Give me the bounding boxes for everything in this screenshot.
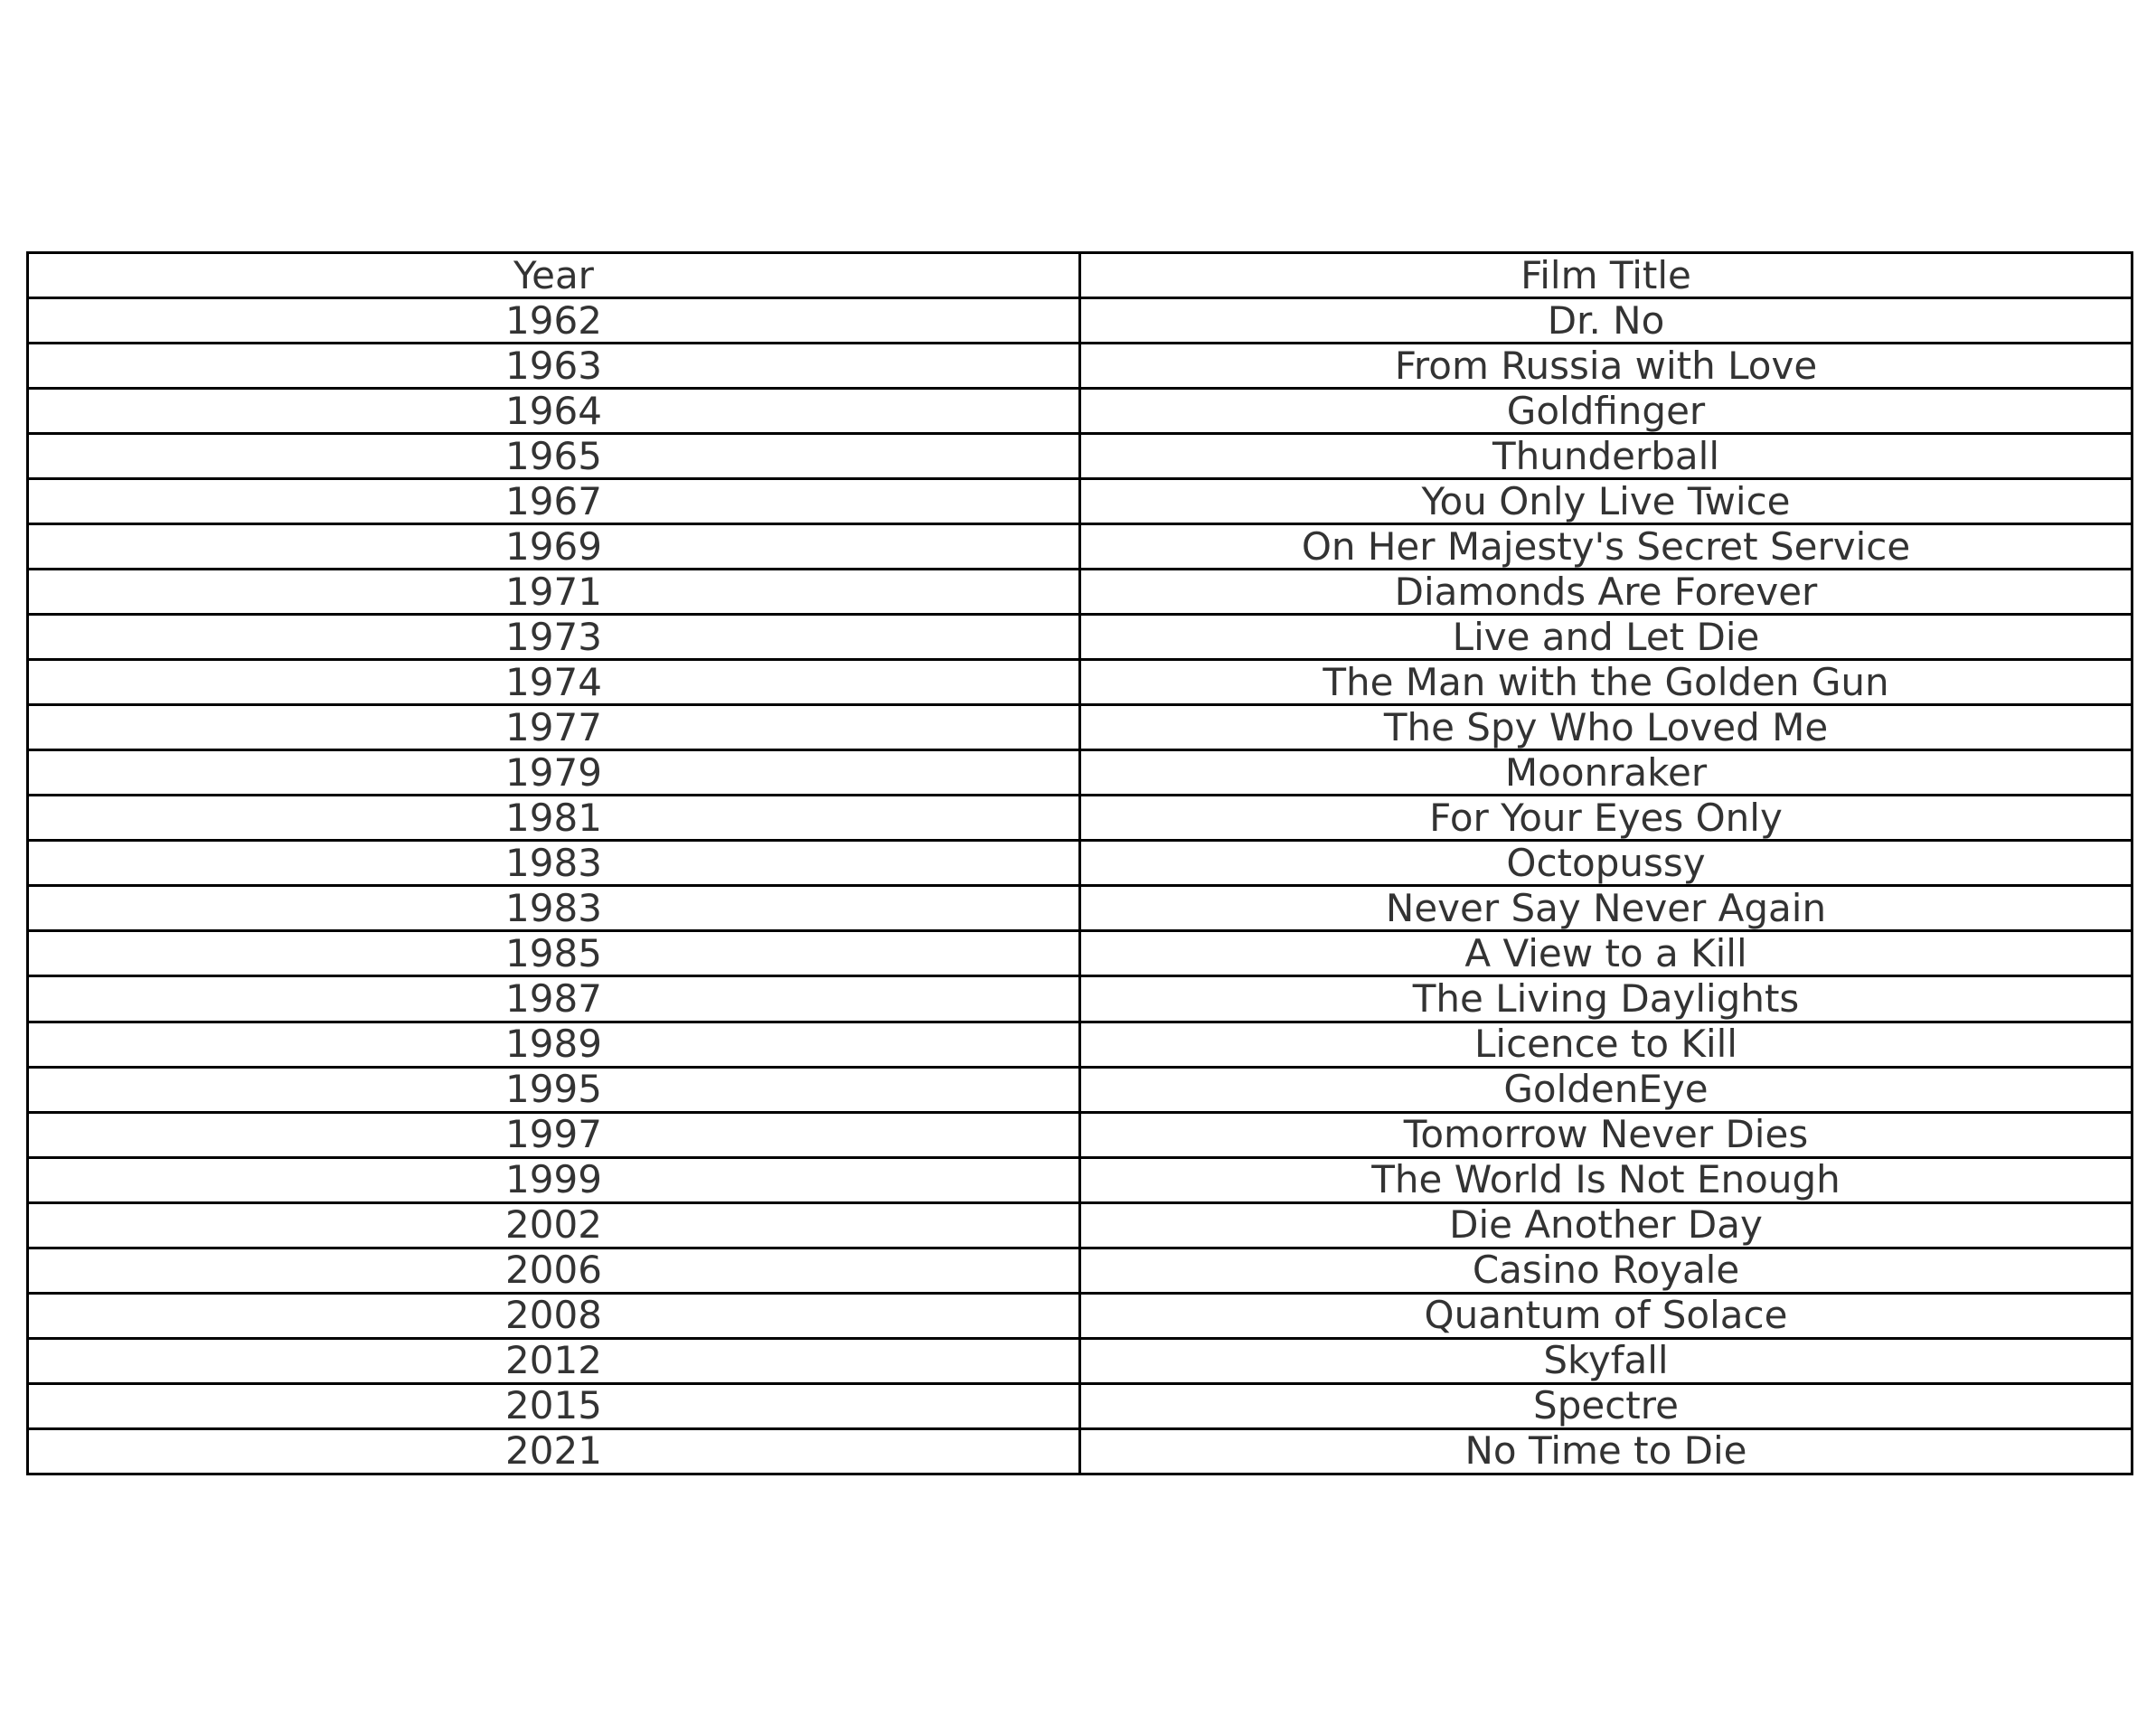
table-row bbox=[28, 705, 2132, 750]
year-cell: 1987 bbox=[28, 976, 1080, 1022]
table-row bbox=[28, 660, 2132, 705]
film-title-cell: Moonraker bbox=[1080, 750, 2132, 796]
table-header bbox=[28, 253, 2132, 298]
year-cell: 2002 bbox=[28, 1202, 1080, 1248]
film-title-cell: On Her Majesty's Secret Service bbox=[1080, 524, 2132, 570]
film-title-cell: Licence to Kill bbox=[1080, 1022, 2132, 1067]
year-cell: 1977 bbox=[28, 705, 1080, 750]
table-row bbox=[28, 298, 2132, 344]
table-row bbox=[28, 841, 2132, 886]
table-row bbox=[28, 1383, 2132, 1428]
table-row bbox=[28, 796, 2132, 841]
film-title-cell: A View to a Kill bbox=[1080, 931, 2132, 976]
table-row bbox=[28, 886, 2132, 931]
table-row bbox=[28, 1112, 2132, 1157]
table-row bbox=[28, 1248, 2132, 1293]
film-title-cell: The Man with the Golden Gun bbox=[1080, 660, 2132, 705]
year-cell: 1962 bbox=[28, 298, 1080, 344]
film-title-cell: The Spy Who Loved Me bbox=[1080, 705, 2132, 750]
table-row bbox=[28, 976, 2132, 1022]
table-body bbox=[28, 298, 2132, 1474]
year-cell: 1964 bbox=[28, 389, 1080, 434]
table-row bbox=[28, 434, 2132, 479]
table-row bbox=[28, 1157, 2132, 1202]
year-cell: 1974 bbox=[28, 660, 1080, 705]
film-title-cell: Tomorrow Never Dies bbox=[1080, 1112, 2132, 1157]
table-row bbox=[28, 1022, 2132, 1067]
film-title-cell: GoldenEye bbox=[1080, 1067, 2132, 1112]
film-table-container bbox=[26, 251, 2133, 1475]
film-title-cell: Dr. No bbox=[1080, 298, 2132, 344]
film-title-cell: Thunderball bbox=[1080, 434, 2132, 479]
film-title-cell: No Time to Die bbox=[1080, 1428, 2132, 1474]
year-cell: 1983 bbox=[28, 886, 1080, 931]
year-cell: 2008 bbox=[28, 1293, 1080, 1338]
year-cell: 2021 bbox=[28, 1428, 1080, 1474]
film-title-cell: You Only Live Twice bbox=[1080, 479, 2132, 524]
year-cell: 1983 bbox=[28, 841, 1080, 886]
year-cell: 1985 bbox=[28, 931, 1080, 976]
film-title-cell: From Russia with Love bbox=[1080, 344, 2132, 389]
table-row bbox=[28, 1338, 2132, 1383]
film-title-cell: Spectre bbox=[1080, 1383, 2132, 1428]
year-cell: 1999 bbox=[28, 1157, 1080, 1202]
film-title-cell: Goldfinger bbox=[1080, 389, 2132, 434]
table-row bbox=[28, 479, 2132, 524]
film-title-cell: Casino Royale bbox=[1080, 1248, 2132, 1293]
film-title-cell: Quantum of Solace bbox=[1080, 1293, 2132, 1338]
year-cell: 1963 bbox=[28, 344, 1080, 389]
film-title-cell: Skyfall bbox=[1080, 1338, 2132, 1383]
year-cell: 2012 bbox=[28, 1338, 1080, 1383]
film-table bbox=[26, 251, 2133, 1475]
year-cell: 1995 bbox=[28, 1067, 1080, 1112]
table-row bbox=[28, 1428, 2132, 1474]
table-row bbox=[28, 1293, 2132, 1338]
column-header-year: Year bbox=[28, 253, 1080, 298]
film-title-cell: Diamonds Are Forever bbox=[1080, 570, 2132, 615]
table-row bbox=[28, 389, 2132, 434]
year-cell: 1979 bbox=[28, 750, 1080, 796]
year-cell: 2015 bbox=[28, 1383, 1080, 1428]
year-cell: 2006 bbox=[28, 1248, 1080, 1293]
film-title-cell: The World Is Not Enough bbox=[1080, 1157, 2132, 1202]
table-row bbox=[28, 750, 2132, 796]
film-title-cell: Never Say Never Again bbox=[1080, 886, 2132, 931]
year-cell: 1969 bbox=[28, 524, 1080, 570]
film-title-cell: The Living Daylights bbox=[1080, 976, 2132, 1022]
table-row bbox=[28, 1067, 2132, 1112]
column-header-film-title: Film Title bbox=[1080, 253, 2132, 298]
year-cell: 1967 bbox=[28, 479, 1080, 524]
table-row bbox=[28, 524, 2132, 570]
table-row bbox=[28, 570, 2132, 615]
year-cell: 1989 bbox=[28, 1022, 1080, 1067]
table-row bbox=[28, 615, 2132, 660]
film-title-cell: For Your Eyes Only bbox=[1080, 796, 2132, 841]
header-row bbox=[28, 253, 2132, 298]
table-row bbox=[28, 344, 2132, 389]
table-row bbox=[28, 931, 2132, 976]
film-title-cell: Live and Let Die bbox=[1080, 615, 2132, 660]
table-row bbox=[28, 1202, 2132, 1248]
year-cell: 1965 bbox=[28, 434, 1080, 479]
year-cell: 1981 bbox=[28, 796, 1080, 841]
film-title-cell: Octopussy bbox=[1080, 841, 2132, 886]
year-cell: 1997 bbox=[28, 1112, 1080, 1157]
film-title-cell: Die Another Day bbox=[1080, 1202, 2132, 1248]
year-cell: 1971 bbox=[28, 570, 1080, 615]
year-cell: 1973 bbox=[28, 615, 1080, 660]
